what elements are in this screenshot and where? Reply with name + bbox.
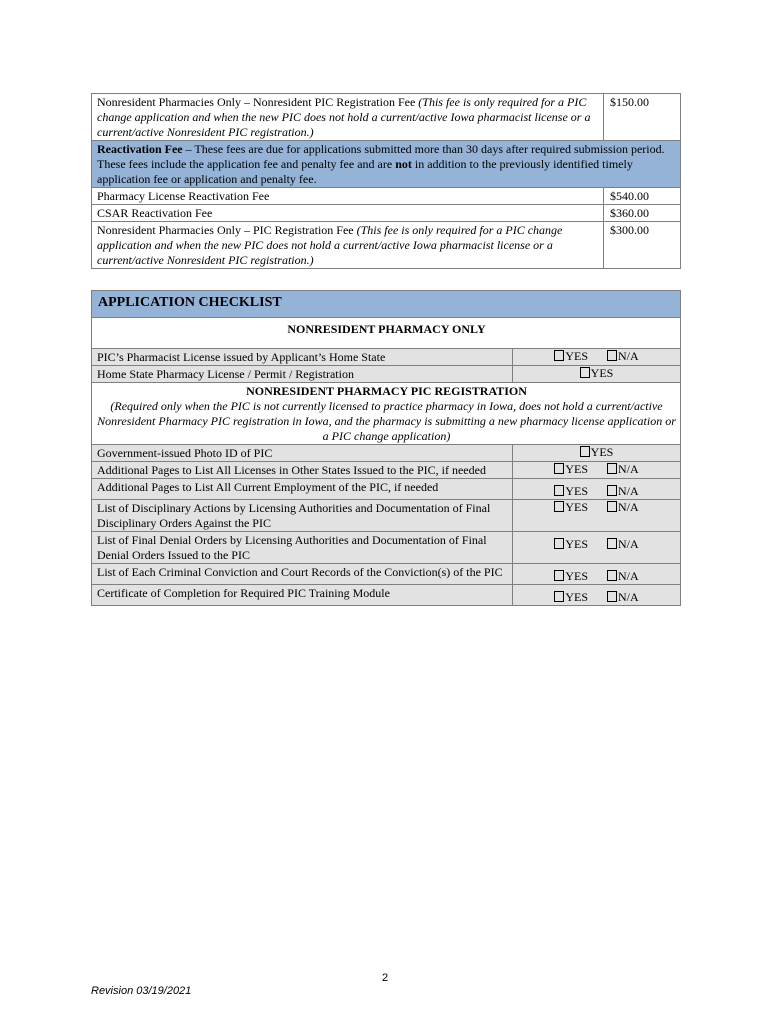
fee-amount: $360.00 xyxy=(604,205,681,222)
checkbox-icon[interactable] xyxy=(607,485,617,496)
checklist-options xyxy=(513,462,681,479)
yes-label: YES xyxy=(565,462,588,476)
checkbox-icon[interactable] xyxy=(580,367,590,378)
na-option[interactable] xyxy=(607,500,639,515)
na-option[interactable] xyxy=(607,462,639,477)
checkbox-icon[interactable] xyxy=(607,501,617,512)
na-option[interactable] xyxy=(607,484,639,499)
checkbox-icon[interactable] xyxy=(607,350,617,361)
checklist-row xyxy=(92,532,681,564)
checkbox-icon[interactable] xyxy=(554,501,564,512)
yes-option[interactable] xyxy=(580,366,614,381)
checklist-item-label: List of Final Denial Orders by Licensing Authorities and Documentation of Final Denial Orders Issued to the PIC xyxy=(92,532,513,564)
fee-amount: $540.00 xyxy=(604,188,681,205)
yes-option[interactable] xyxy=(554,569,588,584)
fee-label: Nonresident Pharmacies Only – Nonresident PIC Registration Fee xyxy=(97,95,419,109)
yes-label: YES xyxy=(565,349,588,363)
na-label: N/A xyxy=(618,590,639,604)
checklist-row xyxy=(92,349,681,366)
yes-label: YES xyxy=(590,445,614,459)
checklist-row xyxy=(92,585,681,606)
checkbox-icon[interactable] xyxy=(554,463,564,474)
checklist-row xyxy=(92,462,681,479)
yes-label: YES xyxy=(565,569,588,583)
checklist-item-label: Additional Pages to List All Licenses in Other States Issued to the PIC, if needed xyxy=(92,462,513,479)
fee-note: (This fee is only required for a PIC change application and when the new PIC does not hold a current/active Iowa pharmacist license or a current/active Nonresident PIC registration.) xyxy=(97,95,591,139)
yes-label: YES xyxy=(565,537,588,551)
checkbox-icon[interactable] xyxy=(607,463,617,474)
section-heading: NONRESIDENT PHARMACY ONLY xyxy=(92,318,681,349)
yes-label: YES xyxy=(565,484,588,498)
na-label: N/A xyxy=(618,500,639,514)
checkbox-icon[interactable] xyxy=(607,570,617,581)
yes-label: YES xyxy=(565,500,588,514)
checklist-options xyxy=(513,445,681,462)
checklist-options xyxy=(513,532,681,564)
fee-table xyxy=(91,93,681,269)
reactivation-fee-description xyxy=(92,141,681,188)
checkbox-icon[interactable] xyxy=(554,538,564,549)
checklist-row xyxy=(92,366,681,383)
page-number: 2 xyxy=(381,972,389,984)
section-note: (Required only when the PIC is not currently licensed to practice pharmacy in Iowa, does not hold a current/active Nonresident Pharmacy PIC registration in Iowa, and the pharmacy is submitting a new pharmacy license application or a PIC change application) xyxy=(97,399,676,443)
fee-description xyxy=(92,94,604,141)
checklist-options xyxy=(513,585,681,606)
na-option[interactable] xyxy=(607,537,639,552)
checkbox-icon[interactable] xyxy=(554,485,564,496)
checklist-item-label: Home State Pharmacy License / Permit / Registration xyxy=(92,366,513,383)
section-heading-row xyxy=(92,383,681,445)
reactivation-text: – These fees are due for applications submitted more than 30 days after required submission period. These fees include the application fee and penalty fee and are xyxy=(97,142,665,171)
application-checklist xyxy=(91,290,681,606)
revision-label: Revision 03/19/2021 xyxy=(91,985,192,997)
yes-option[interactable] xyxy=(554,349,588,364)
na-label: N/A xyxy=(618,484,639,498)
fee-label: Nonresident Pharmacies Only – PIC Registration Fee xyxy=(97,223,357,237)
checkbox-icon[interactable] xyxy=(580,446,590,457)
yes-option[interactable] xyxy=(554,484,588,499)
checklist-options xyxy=(513,564,681,585)
reactivation-fee-label: Reactivation Fee xyxy=(97,142,183,156)
reactivation-header-row xyxy=(92,141,681,188)
section-heading-text: NONRESIDENT PHARMACY PIC REGISTRATION xyxy=(246,384,527,398)
reactivation-text-end: in addition to the previously identified timely application fee or application and penalty fee. xyxy=(97,157,633,186)
na-label: N/A xyxy=(618,537,639,551)
yes-label: YES xyxy=(565,590,588,604)
checkbox-icon[interactable] xyxy=(607,591,617,602)
checklist-item-label: PIC’s Pharmacist License issued by Applicant’s Home State xyxy=(92,349,513,366)
section-heading xyxy=(92,383,681,445)
checklist-options xyxy=(513,479,681,500)
section-heading-row xyxy=(92,318,681,349)
fee-row-pharmacy-license-reactivation xyxy=(92,188,681,205)
checklist-item-label: List of Each Criminal Conviction and Court Records of the Conviction(s) of the PIC xyxy=(92,564,513,585)
checklist-title: APPLICATION CHECKLIST xyxy=(92,291,681,318)
na-option[interactable] xyxy=(607,590,639,605)
na-option[interactable] xyxy=(607,569,639,584)
fee-label: CSAR Reactivation Fee xyxy=(92,205,604,222)
checklist-title-row xyxy=(92,291,681,318)
fee-label: Pharmacy License Reactivation Fee xyxy=(92,188,604,205)
na-label: N/A xyxy=(618,569,639,583)
yes-option[interactable] xyxy=(554,462,588,477)
fee-amount: $150.00 xyxy=(604,94,681,141)
na-option[interactable] xyxy=(607,349,639,364)
checkbox-icon[interactable] xyxy=(607,538,617,549)
na-label: N/A xyxy=(618,462,639,476)
fee-description xyxy=(92,222,604,269)
checklist-row xyxy=(92,500,681,532)
checklist-options xyxy=(513,500,681,532)
checklist-options xyxy=(513,349,681,366)
reactivation-emphasis: not xyxy=(395,157,412,171)
checklist-options xyxy=(513,366,681,383)
yes-option[interactable] xyxy=(554,590,588,605)
checklist-item-label: Additional Pages to List All Current Employment of the PIC, if needed xyxy=(92,479,513,500)
yes-option[interactable] xyxy=(554,500,588,515)
yes-label: YES xyxy=(590,366,614,380)
fee-row-csar-reactivation xyxy=(92,205,681,222)
checkbox-icon[interactable] xyxy=(554,591,564,602)
checklist-item-label: List of Disciplinary Actions by Licensing Authorities and Documentation of Final Disciplinary Orders Against the PIC xyxy=(92,500,513,532)
checkbox-icon[interactable] xyxy=(554,570,564,581)
fee-row-nonresident-pic xyxy=(92,94,681,141)
na-label: N/A xyxy=(618,349,639,363)
fee-amount: $300.00 xyxy=(604,222,681,269)
yes-option[interactable] xyxy=(554,537,588,552)
fee-row-pic-registration xyxy=(92,222,681,269)
fee-note: (This fee is only required for a PIC change application and when the new PIC does not hold a current/active Iowa pharmacist license or a current/active Nonresident PIC registration.) xyxy=(97,223,563,267)
checklist-row xyxy=(92,564,681,585)
checklist-item-label: Certificate of Completion for Required PIC Training Module xyxy=(92,585,513,606)
yes-option[interactable] xyxy=(580,445,614,460)
checklist-row xyxy=(92,479,681,500)
checkbox-icon[interactable] xyxy=(554,350,564,361)
checklist-row xyxy=(92,445,681,462)
checklist-item-label: Government-issued Photo ID of PIC xyxy=(92,445,513,462)
